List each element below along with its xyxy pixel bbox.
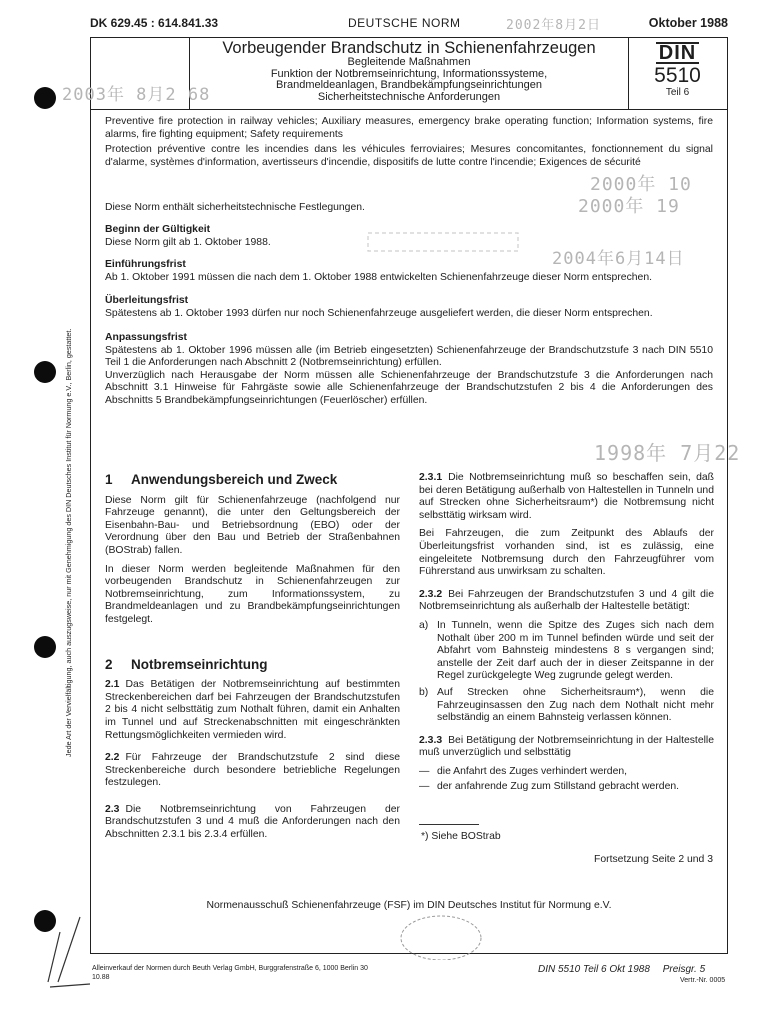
title-subline-3: Brandmeldeanlagen, Brandbekämpfungseinrichtungen (275, 79, 543, 92)
section-2-3-2-text: Bei Fahrzeugen der Brandschutzstufen 3 und 4 gilt die Notbremseinrichtung als außerhalb der Haltestelle betätigt: (419, 588, 714, 613)
din-number: 5510 (654, 64, 701, 87)
dash-text-1: die Anfahrt des Zuges verhindert werden, (437, 765, 628, 777)
date-stamp: 2000年 10 (590, 174, 692, 195)
section-1-number: 1 (105, 472, 113, 487)
committee-line: Normenausschuß Schienenfahrzeuge (FSF) im DIN Deutsches Institut für Normung e.V. (206, 900, 612, 911)
date-stamp: 2003年 8月2 68 (62, 85, 211, 105)
section-2-3-1-text: Die Notbremseinrichtung muß so beschaffen sein, daß bei deren Betätigung außerhalb von Haltestellen in Tunneln und auf Strecken ohne Sicherheitsraum*) die Notbremsung nicht selbsttätig wirksam wird. (419, 472, 714, 521)
publisher-line: Alleinverkauf der Normen durch Beuth Verlag GmbH, Burggrafenstraße 6, 1000 Berlin 30 (92, 965, 368, 972)
right-column (419, 472, 714, 844)
dash-text-2: der anfahrende Zug zum Stillstand gebracht werden. (437, 781, 680, 793)
footnote: *) Siehe BOStrab (421, 831, 501, 843)
validity-text: Diese Norm gilt ab 1. Oktober 1988. (105, 236, 271, 248)
punch-hole (34, 636, 56, 658)
publisher-date: 10.88 (92, 974, 110, 981)
section-1-heading (105, 474, 400, 487)
title-subline-2: Funktion der Notbremseinrichtung, Informationssysteme, (270, 67, 548, 80)
list-text-b: Auf Strecken ohne Sicherheitsraum*), wenn die Fahrzeuginsassen den Zug nach dem Nothalt nicht mehr selbständig an einem Bahnsteig verlassen können. (437, 686, 714, 724)
punch-hole (34, 361, 56, 383)
section-2-3-3 (419, 735, 714, 760)
introduction-period-heading: Einführungsfrist (105, 259, 186, 270)
adaptation-heading: Anpassungsfrist (105, 332, 187, 343)
adaptation-text-2: Unverzüglich nach Herausgabe der Norm müssen alle Schienenfahrzeuge der Brandschutzstufe 3 die Anforderungen nach Abschnitt 3.1 Hinweise für Fahrgäste sowie alle Schienenfahrzeuge der Brandschutzstufen 2 bis 4 die Anforderungen des Abschnitts 5 Brandbekämpfungseinrichtungen (Feuerlöscher) erfüllen. (105, 369, 713, 406)
section-2-3 (105, 804, 400, 842)
dk-classification: DK 629.45 : 614.841.33 (90, 16, 219, 30)
section-2-3-number: 2.3 (105, 803, 120, 815)
list-text-a: In Tunneln, wenn die Spitze des Zuges sich nach dem Nothalt über 200 m im Tunnel befinden würde und seit der Abfahrt vom Bahnsteig mindestens 8 s vergangen sind; anstelle der Zeit darf auch der in dieser Zeitspanne in der Regel zurückgelegte Weg zugrunde gelegt werden. (437, 619, 714, 682)
section-2-heading (105, 656, 400, 672)
din-part: Teil 6 (665, 87, 690, 98)
section-2-3-3-number: 2.3.3 (419, 734, 443, 746)
title-subline-1: Begleitende Maßnahmen (347, 56, 471, 68)
left-column (105, 474, 400, 848)
date-stamp: 1998年 7月22 (594, 441, 741, 465)
transition-text: Spätestens ab 1. Oktober 1993 dürfen nur noch Schienenfahrzeuge ausgeliefert werden, die dieser Norm entsprechen. (105, 307, 653, 319)
din-number-cell (628, 38, 727, 109)
title-cell (189, 38, 629, 109)
title-subline-4: Sicherheitstechnische Anforderungen (317, 91, 501, 104)
section-2-1-number: 2.1 (105, 679, 120, 691)
list-marker-a: a) (419, 619, 429, 631)
section-1-title: Anwendungsbereich und Zweck (131, 472, 338, 487)
seal-mark (396, 908, 486, 960)
section-2-3-1-number: 2.3.1 (419, 472, 443, 483)
date-stamp: 2002年8月2日 (506, 18, 601, 33)
safety-note: Diese Norm enthält sicherheitstechnische Festlegungen. (105, 202, 365, 213)
faint-stamp-mark (360, 205, 540, 255)
section-1-paragraph-2: In dieser Norm werden begleitende Maßnahmen für den vorbeugenden Brandschutz in Schienenfahrzeugen zur Notbremseinrichtung, zum Informationssystem, zu Brandmeldeanlagen und zu Brandbekämpfungseinrichtungen festgelegt. (105, 563, 400, 625)
deutsche-norm-label: DEUTSCHE NORM (348, 16, 461, 30)
dash-marker-2: — (419, 781, 430, 793)
section-2-2 (105, 752, 400, 790)
list-marker-b: b) (419, 686, 429, 698)
section-2-number: 2 (105, 656, 113, 672)
section-2-3-2-number: 2.3.2 (419, 588, 443, 600)
introduction-period-text: Ab 1. Oktober 1991 müssen die nach dem 1. Oktober 1988 entwickelten Schienenfahrzeuge dieser Norm entsprechen. (105, 271, 652, 283)
issue-date: Oktober 1988 (648, 16, 728, 30)
dash-item-1 (419, 766, 714, 779)
dash-marker-1: — (419, 765, 430, 777)
section-2-1 (105, 679, 400, 742)
adaptation-text-1: Spätestens ab 1. Oktober 1996 müssen alle (im Betrieb eingesetzten) Schienenfahrzeuge der Brandschutzstufe 3 nach DIN 5510 Teil 1 die Anforderungen nach Abschnitt 2 (Notbremseinrichtung) erfüllen. (105, 344, 713, 369)
punch-hole (34, 87, 56, 109)
section-2-3-2 (419, 589, 714, 614)
list-item-a (419, 620, 714, 683)
validity-heading: Beginn der Gültigkeit (105, 224, 211, 235)
footnote-rule (419, 824, 479, 825)
dash-item-2 (419, 781, 714, 794)
footer-publisher (92, 964, 368, 982)
english-title: Preventive fire protection in railway vehicles; Auxiliary measures, emergency brake operating function; Information systems, fire alarms, fire fighting equipment; Safety requirements (105, 116, 713, 140)
adaptation-section (105, 332, 713, 408)
french-title: Protection préventive contre les incendies dans les véhicules ferroviaires; Mesures concomitantes, fonctionnement du signal d'alarme, systèmes d'information, avertisseurs d'incendie, dispositifs de lutte contre l'incendie; Exigences de sécurité (105, 144, 713, 168)
header-line (90, 16, 728, 32)
distribution-number: Vertr.-Nr. 0005 (680, 977, 726, 984)
section-2-3-1-paragraph-2: Bei Fahrzeugen, die zum Zeitpunkt des Ablaufs der Überleitungsfrist vorhanden sind, ist es zulässig, eine eingeleitete Notbremsung durch den Fahrzeugführer vom Führerstand aus unwirksam zu schalten. (419, 528, 714, 578)
section-2-2-number: 2.2 (105, 752, 120, 764)
section-2-1-text: Das Betätigen der Notbremseinrichtung auf bestimmten Streckenbereichen darf bei Fahrzeugen der Brandschutzstufen 2 bis 4 nicht selbsttätig zum Nothalt führen, damit ein Anhalten im Tunnel und auf Streckenabschnitten mit eingeschränkten Rettungsmöglichkeiten vermieden wird. (105, 679, 400, 741)
continuation-note: Fortsetzung Seite 2 und 3 (594, 854, 713, 865)
section-2-3-3-text: Bei Betätigung der Notbremseinrichtung in der Haltestelle muß unverzüglich und selbsttätig (419, 734, 714, 759)
footer-reference (538, 964, 705, 975)
price-group: Preisgr. 5 (662, 964, 706, 975)
transition-section (105, 295, 713, 320)
document-reference: DIN 5510 Teil 6 Okt 1988 (538, 964, 650, 975)
section-2-2-text: Für Fahrzeuge der Brandschutzstufe 2 sind diese Streckenbereiche durch besondere betriebliche Regelungen festzulegen. (105, 752, 400, 789)
din-logo: DIN (656, 42, 699, 64)
date-stamp: 2004年6月14日 (552, 249, 685, 269)
section-2-3-text: Die Notbremseinrichtung von Fahrzeugen der Brandschutzstufen 3 und 4 muß die Anforderungen nach den Abschnitten 2.3.1 bis 2.3.4 erfüllen. (105, 803, 400, 841)
pen-scribble (40, 912, 100, 992)
section-1-paragraph-1: Diese Norm gilt für Schienenfahrzeuge (nachfolgend nur Fahrzeuge genannt), die unter den Geltungsbereich der Eisenbahn-Bau- und Betriebsordnung (EBO) oder der Verordnung über den Bau und Betrieb der Straßenbahnen (BOStrab) fallen. (105, 494, 400, 556)
list-item-b (419, 687, 714, 725)
document-title: Vorbeugender Brandschutz in Schienenfahrzeugen (222, 39, 596, 57)
copyright-margin-note: Jede Art der Vervielfältigung, auch auszugsweise, nur mit Genehmigung des DIN Deutsches Institut für Normung e.V., Berlin, gestattet. (64, 328, 73, 757)
section-2-title: Notbremseinrichtung (131, 656, 268, 672)
section-2-3-1 (419, 472, 714, 522)
date-stamp: 2000年 19 (578, 196, 680, 217)
transition-heading: Überleitungsfrist (105, 295, 189, 306)
